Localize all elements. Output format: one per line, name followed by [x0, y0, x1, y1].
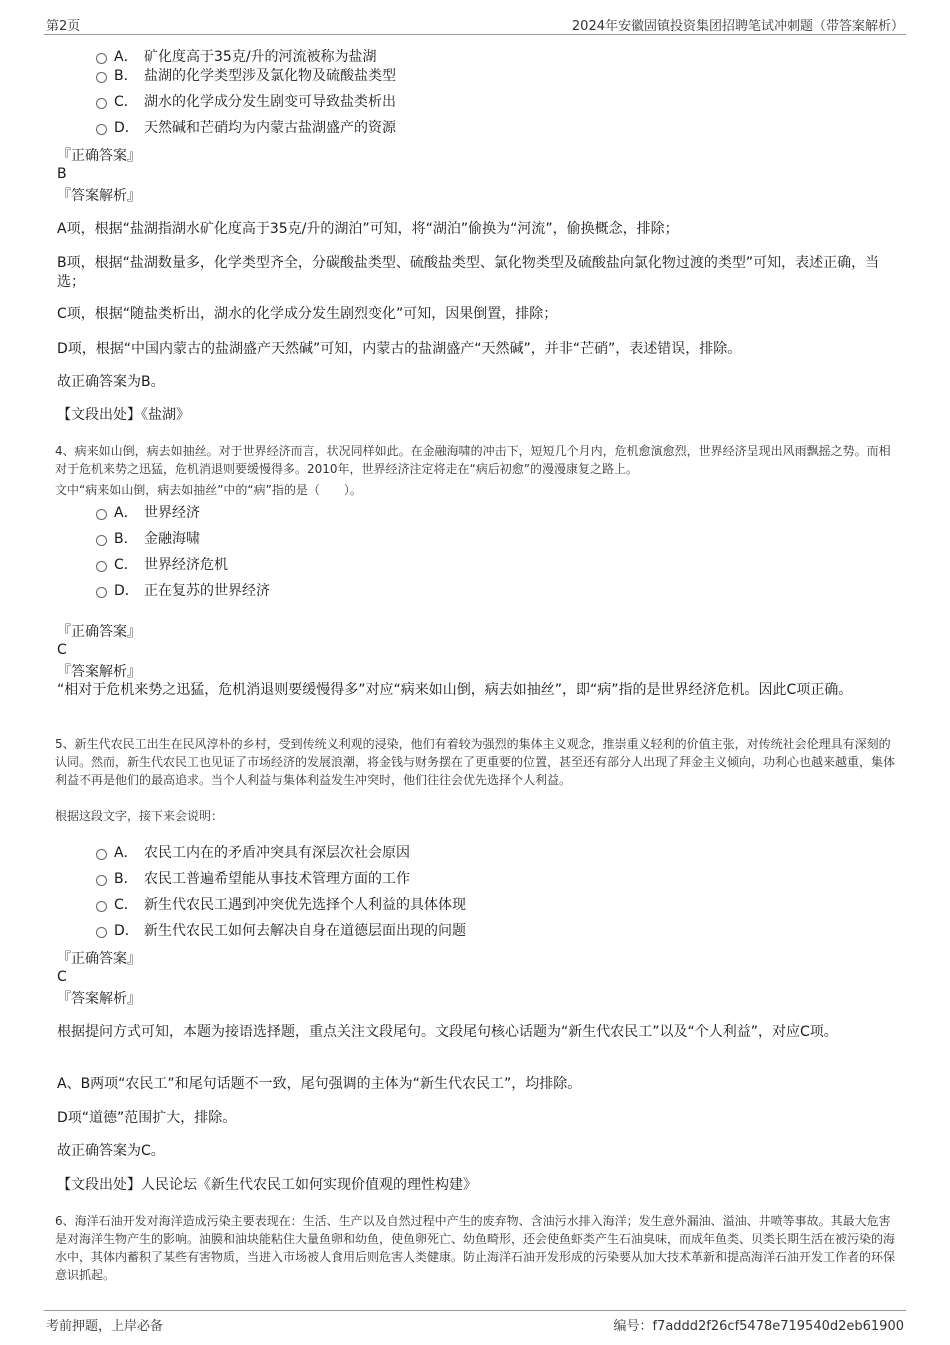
q5-answer: C [57, 969, 67, 985]
footer-divider [44, 1310, 906, 1311]
q5-conclusion: 故正确答案为C。 [57, 1143, 165, 1159]
q5-option-b[interactable]: B． 农民工普遍希望能从事技术管理方面的工作 [96, 870, 410, 888]
q5-option-c[interactable]: C． 新生代农民工遇到冲突优先选择个人利益的具体体现 [96, 896, 466, 914]
page-number: 第2页 [46, 19, 81, 34]
radio-icon[interactable] [96, 53, 107, 64]
q6-stem: 6、海洋石油开发对海洋造成污染主要表现在：生活、生产以及自然过程中产生的废弃物、含油污水排入海洋；发生意外漏油、溢油、井喷等事故。其最大危害是对海洋生物产生的影响。油膜和油块能粘住大量鱼卵和幼鱼，使鱼卵死亡、幼鱼畸形，还会使鱼虾类产生石油臭味，而成年鱼类、贝类长期生活在被污染的海水中，其体内蓄积了某些有害物质，当进入市场被人食用后则危害人类健康。防止海洋石油开发形成的污染要从加大技术革新和提高海洋石油开发工作者的环保意识抓起。 [55, 1214, 896, 1282]
q3-analysis-b: B项，根据“盐湖数量多，化学类型齐全，分碳酸盐类型、硫酸盐类型、氯化物类型及硫酸盐向氯化物过渡的类型”可知，表述正确，当选； [57, 255, 880, 290]
q3-option-b[interactable]: B． 盐湖的化学类型涉及氯化物及硫酸盐类型 [96, 67, 396, 85]
document-id: 编号：f7addd2f26cf5478e719540d2eb61900 [613, 1319, 904, 1334]
q4-question: 文中“病来如山倒，病去如抽丝”中的“病”指的是（ ）。 [55, 483, 362, 497]
footer-slogan: 考前押题，上岸必备 [46, 1319, 164, 1334]
q3-analysis-d: D项，根据“中国内蒙古的盐湖盛产天然碱”可知，内蒙古的盐湖盛产“天然碱”，并非“芒硝”，表述错误，排除。 [57, 341, 742, 357]
q5-analysis-2: A、B两项“农民工”和尾句话题不一致，尾句强调的主体为“新生代农民工”，均排除。 [57, 1076, 582, 1092]
radio-icon[interactable] [96, 875, 107, 886]
radio-icon[interactable] [96, 849, 107, 860]
radio-icon[interactable] [96, 561, 107, 572]
q5-analysis-3: D项“道德”范围扩大，排除。 [57, 1110, 237, 1126]
q3-conclusion: 故正确答案为B。 [57, 374, 165, 390]
q4-answer-label: 『正确答案』 [57, 624, 141, 640]
radio-icon[interactable] [96, 124, 107, 135]
q5-analysis-label: 『答案解析』 [57, 991, 141, 1007]
radio-icon[interactable] [96, 587, 107, 598]
q3-option-c[interactable]: C． 湖水的化学成分发生剧变可导致盐类析出 [96, 93, 396, 111]
q3-answer: B [57, 166, 67, 182]
q4-option-b[interactable]: B． 金融海啸 [96, 530, 200, 548]
q5-option-a[interactable]: A． 农民工内在的矛盾冲突具有深层次社会原因 [96, 844, 410, 862]
q4-stem: 4、病来如山倒，病去如抽丝。对于世界经济而言，状况同样如此。在金融海啸的冲击下，短短几个月内，危机愈演愈烈，世界经济呈现出风雨飘摇之势。而相对于危机来势之迅猛，危机消退则要缓慢得多。2010年，世界经济注定将走在“病后初愈”的漫漫康复之路上。 [55, 444, 891, 476]
radio-icon[interactable] [96, 927, 107, 938]
q4-option-a[interactable]: A． 世界经济 [96, 504, 200, 522]
q5-prompt: 根据这段文字，接下来会说明： [55, 809, 224, 823]
radio-icon[interactable] [96, 901, 107, 912]
q3-option-a[interactable]: A． 矿化度高于35克/升的河流被称为盐湖 [96, 48, 377, 66]
radio-icon[interactable] [96, 535, 107, 546]
q4-analysis-label: 『答案解析』 [57, 664, 141, 680]
q5-option-d[interactable]: D． 新生代农民工如何去解决自身在道德层面出现的问题 [96, 922, 466, 940]
q3-analysis-a: A项，根据“盐湖指湖水矿化度高于35克/升的湖泊”可知，将“湖泊”偷换为“河流”，偷换概念，排除； [57, 221, 679, 237]
q5-stem: 5、新生代农民工出生在民风淳朴的乡村，受到传统义利观的浸染，他们有着较为强烈的集体主义观念，推崇重义轻利的价值主张，对传统社会伦理具有深刻的认同。然而，新生代农民工也见证了市场经济的发展浪潮，将金钱与财务摆在了更重要的位置，甚至还有部分人出现了拜金主义倾向，功利心也越来越重，集体利益不再是他们的最高追求。当个人利益与集体利益发生冲突时，他们往往会优先选择个人利益。 [55, 737, 896, 787]
q3-source: 【文段出处】《盐湖》 [57, 407, 190, 423]
q3-analysis-label: 『答案解析』 [57, 188, 141, 204]
header-divider [44, 34, 906, 35]
radio-icon[interactable] [96, 72, 107, 83]
q4-option-d[interactable]: D． 正在复苏的世界经济 [96, 582, 270, 600]
q5-source: 【文段出处】人民论坛《新生代农民工如何实现价值观的理性构建》 [57, 1177, 477, 1193]
q3-answer-label: 『正确答案』 [57, 148, 141, 164]
radio-icon[interactable] [96, 509, 107, 520]
document-title: 2024年安徽固镇投资集团招聘笔试冲刺题（带答案解析） [571, 19, 904, 34]
radio-icon[interactable] [96, 98, 107, 109]
q5-answer-label: 『正确答案』 [57, 951, 141, 967]
q4-analysis: “相对于危机来势之迅猛，危机消退则要缓慢得多”对应“病来如山倒，病去如抽丝”，即“病”指的是世界经济危机。因此C项正确。 [57, 682, 853, 698]
q3-analysis-c: C项，根据“随盐类析出，湖水的化学成分发生剧烈变化”可知，因果倒置，排除； [57, 306, 558, 322]
q5-analysis-1: 根据提问方式可知，本题为接语选择题，重点关注文段尾句。文段尾句核心话题为“新生代农民工”以及“个人利益”，对应C项。 [57, 1024, 838, 1040]
q4-option-c[interactable]: C． 世界经济危机 [96, 556, 228, 574]
q3-option-d[interactable]: D． 天然碱和芒硝均为内蒙古盐湖盛产的资源 [96, 119, 396, 137]
q4-answer: C [57, 642, 67, 658]
